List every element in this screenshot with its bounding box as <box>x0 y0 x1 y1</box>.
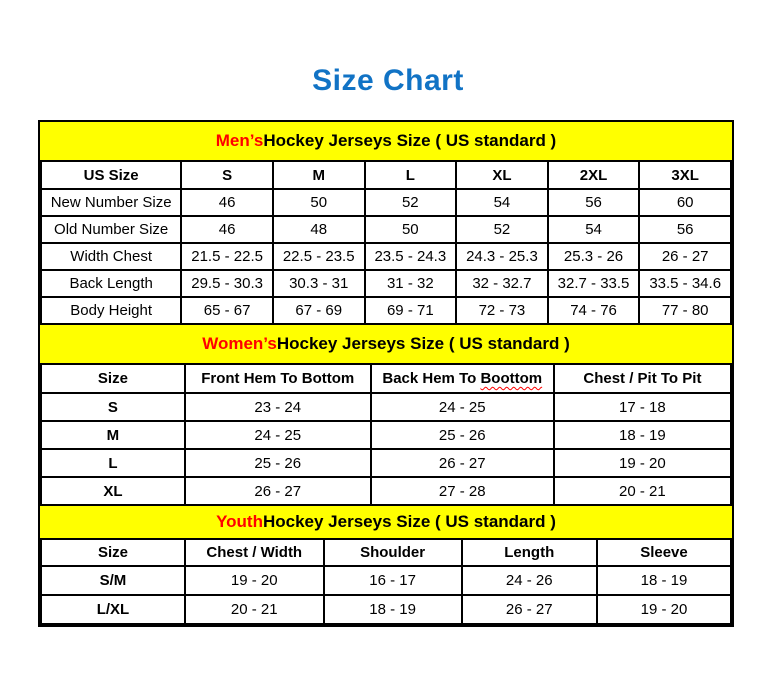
data-cell: 24 - 25 <box>371 393 554 421</box>
size-chart-tables <box>38 120 734 627</box>
page-title: Size Chart <box>312 64 464 97</box>
youth-header-cell: Chest / Width <box>185 539 324 566</box>
data-cell: 77 - 80 <box>639 297 731 324</box>
table-row <box>41 566 731 595</box>
data-cell: 67 - 69 <box>273 297 365 324</box>
youth-header-row <box>41 539 731 566</box>
table-row <box>41 297 731 324</box>
data-cell: 54 <box>456 189 548 216</box>
data-cell: 26 - 27 <box>371 449 554 477</box>
data-cell: 25 - 26 <box>185 449 371 477</box>
row-label: XL <box>41 477 185 505</box>
table-row <box>41 421 731 449</box>
mens-size-table <box>40 160 732 325</box>
youth-header-cell: Shoulder <box>324 539 462 566</box>
womens-header-cell: Size <box>41 364 185 393</box>
data-cell: 31 - 32 <box>365 270 457 297</box>
youth-header-cell: Size <box>41 539 185 566</box>
row-label: Width Chest <box>41 243 181 270</box>
data-cell: 29.5 - 30.3 <box>181 270 273 297</box>
data-cell: 24 - 25 <box>185 421 371 449</box>
data-cell: 46 <box>181 216 273 243</box>
data-cell: 54 <box>548 216 640 243</box>
data-cell: 17 - 18 <box>554 393 731 421</box>
data-cell: 33.5 - 34.6 <box>639 270 731 297</box>
row-label: L <box>41 449 185 477</box>
data-cell: 25.3 - 26 <box>548 243 640 270</box>
mens-header-cell: M <box>273 161 365 189</box>
data-cell: 32 - 32.7 <box>456 270 548 297</box>
data-cell: 20 - 21 <box>185 595 324 624</box>
table-row <box>41 449 731 477</box>
table-row <box>41 189 731 216</box>
row-label: New Number Size <box>41 189 181 216</box>
data-cell: 48 <box>273 216 365 243</box>
womens-size-table <box>40 363 732 506</box>
mens-band-accent: Men’s <box>215 131 264 150</box>
data-cell: 30.3 - 31 <box>273 270 365 297</box>
data-cell: 24 - 26 <box>462 566 597 595</box>
table-row <box>41 243 731 270</box>
data-cell: 56 <box>639 216 731 243</box>
data-cell: 52 <box>456 216 548 243</box>
data-cell: 19 - 20 <box>185 566 324 595</box>
mens-header-cell: US Size <box>41 161 181 189</box>
mens-header-cell: S <box>181 161 273 189</box>
table-row <box>41 393 731 421</box>
data-cell: 19 - 20 <box>597 595 731 624</box>
data-cell: 23 - 24 <box>185 393 371 421</box>
data-cell: 72 - 73 <box>456 297 548 324</box>
mens-band-text: Hockey Jerseys Size ( US standard ) <box>263 131 557 150</box>
data-cell: 56 <box>548 189 640 216</box>
youth-header-cell: Sleeve <box>597 539 731 566</box>
data-cell: 74 - 76 <box>548 297 640 324</box>
mens-section-band <box>40 122 732 160</box>
data-cell: 60 <box>639 189 731 216</box>
data-cell: 21.5 - 22.5 <box>181 243 273 270</box>
youth-band-text: Hockey Jerseys Size ( US standard ) <box>262 512 556 531</box>
row-label: S/M <box>41 566 185 595</box>
youth-section-band <box>40 506 732 538</box>
data-cell: 16 - 17 <box>324 566 462 595</box>
data-cell: 25 - 26 <box>371 421 554 449</box>
womens-header-cell: Chest / Pit To Pit <box>554 364 731 393</box>
row-label: Body Height <box>41 297 181 324</box>
data-cell: 20 - 21 <box>554 477 731 505</box>
data-cell: 24.3 - 25.3 <box>456 243 548 270</box>
data-cell: 19 - 20 <box>554 449 731 477</box>
youth-header-cell: Length <box>462 539 597 566</box>
data-cell: 32.7 - 33.5 <box>548 270 640 297</box>
data-cell: 50 <box>365 216 457 243</box>
data-cell: 18 - 19 <box>597 566 731 595</box>
womens-header-cell-back-hem <box>371 364 554 393</box>
table-row <box>41 595 731 624</box>
data-cell: 46 <box>181 189 273 216</box>
row-label: Old Number Size <box>41 216 181 243</box>
mens-header-cell: XL <box>456 161 548 189</box>
youth-band-accent: Youth <box>216 512 263 531</box>
data-cell: 27 - 28 <box>371 477 554 505</box>
mens-header-cell: 3XL <box>639 161 731 189</box>
row-label: L/XL <box>41 595 185 624</box>
data-cell: 23.5 - 24.3 <box>365 243 457 270</box>
data-cell: 69 - 71 <box>365 297 457 324</box>
data-cell: 18 - 19 <box>324 595 462 624</box>
mens-header-row <box>41 161 731 189</box>
data-cell: 26 - 27 <box>462 595 597 624</box>
data-cell: 65 - 67 <box>181 297 273 324</box>
table-row <box>41 477 731 505</box>
womens-header-cell: Front Hem To Bottom <box>185 364 371 393</box>
data-cell: 18 - 19 <box>554 421 731 449</box>
data-cell: 50 <box>273 189 365 216</box>
womens-band-text: Hockey Jerseys Size ( US standard ) <box>276 334 570 353</box>
table-row <box>41 216 731 243</box>
row-label: Back Length <box>41 270 181 297</box>
data-cell: 52 <box>365 189 457 216</box>
womens-header-row <box>41 364 731 393</box>
table-row <box>41 270 731 297</box>
data-cell: 22.5 - 23.5 <box>273 243 365 270</box>
youth-size-table <box>40 538 732 625</box>
womens-section-band <box>40 325 732 363</box>
back-hem-label-part: Back Hem To <box>382 370 481 387</box>
mens-header-cell: L <box>365 161 457 189</box>
data-cell: 26 - 27 <box>639 243 731 270</box>
womens-band-accent: Women’s <box>202 334 277 353</box>
mens-header-cell: 2XL <box>548 161 640 189</box>
row-label: S <box>41 393 185 421</box>
row-label: M <box>41 421 185 449</box>
misspelled-word: Boottom <box>480 370 543 387</box>
data-cell: 26 - 27 <box>185 477 371 505</box>
